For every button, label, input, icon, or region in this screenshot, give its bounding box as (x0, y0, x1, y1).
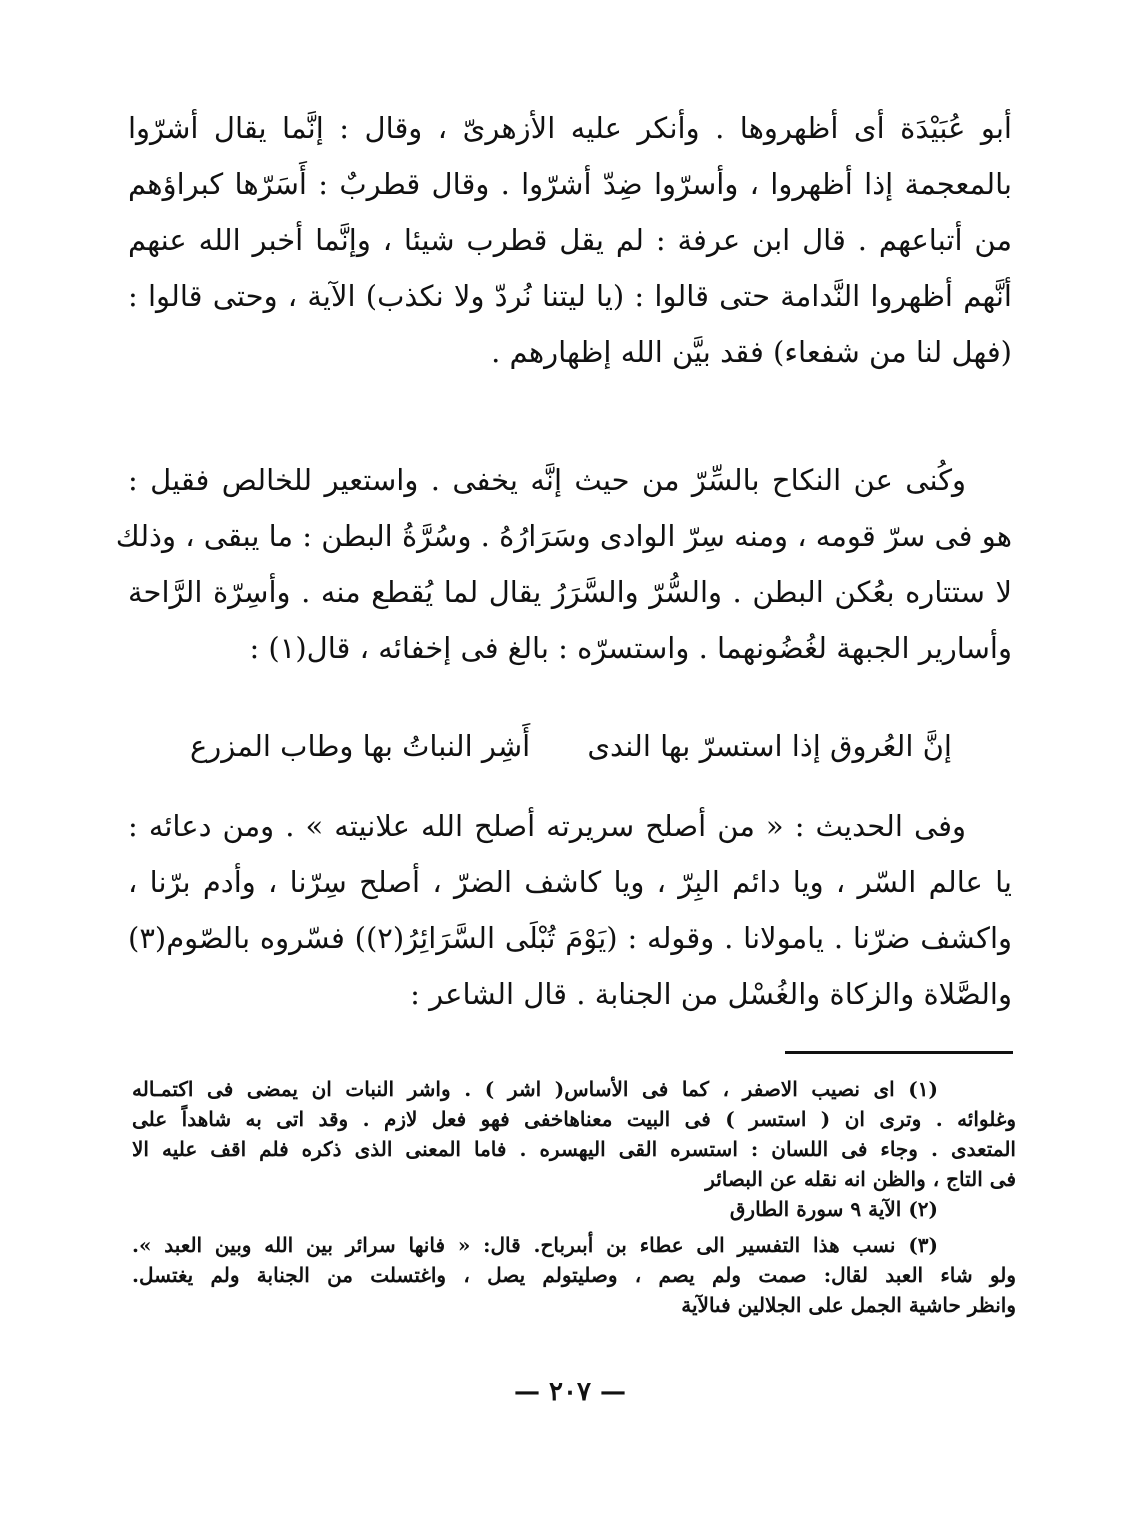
footnote-line: (٢) الآية ٩ سورة الطارق (729, 1197, 938, 1221)
footnote-line: وانظر حاشية الجمل على الجلالين فىالآية (681, 1293, 1016, 1317)
text-line: لا ستتاره بعُكن البطن . والسُّرّ والسَّرَرُ يقال لما يُقطع منه . وأسِرّة الرَّاحة (128, 575, 1012, 609)
footnotes (132, 1074, 1016, 1320)
text-line: (فهل لنا من شفعاء) فقد بيَّن الله إظهارهم . (491, 335, 1012, 369)
text-line: وفى الحديث : « من أصلح سريرته أصلح الله علانيته » . ومن دعائه : (128, 809, 966, 843)
footnote-line: ولو شاء العبد لقال: صمت ولم يصم ، وصليتولم يصل ، واغتسلت من الجنابة ولم يغتسل. (132, 1263, 1016, 1287)
footnote-line: (٣) نسب هذا التفسير الى عطاء بن أبىرباح. قال: « فانها سرائر بين الله وبين العبد ». (132, 1233, 938, 1257)
text-line: هو فى سرّ قومه ، ومنه سِرّ الوادى وسَرَارُهُ . وسُرَّةُ البطن : ما يبقى ، وذلك (115, 519, 1012, 553)
page-number: — ٢٠٧ — (513, 1377, 627, 1407)
text-line: أبو عُبَيْدَة أى أظهروها . وأنكر عليه الأزهرىّ ، وقال : إنَّما يقال أشرّوا (128, 111, 1012, 145)
footnote-line: (١) اى نصيب الاصفر ، كما فى الأساس( اشر ) . واشر النبات ان يمضى فى اكتمـاله (132, 1077, 938, 1101)
paragraph-3 (128, 798, 1012, 1022)
paragraph-1 (128, 100, 1012, 380)
paragraph-2 (115, 452, 1012, 676)
text-line: وأسارير الجبهة لغُضُونهما . واستسرّه : بالغ فى إخفائه ، قال(١) : (249, 631, 1012, 665)
verse-first-hemistich: إنَّ العُروق إذا استسرّ بها الندى (587, 729, 952, 763)
text-line: أنَّهم أظهروا النَّدامة حتى قالوا : (يا ليتنا نُردّ ولا نكذب) الآية ، وحتى قالوا : (128, 279, 1012, 313)
verse-second-hemistich: أَشِر النباتُ بها وطاب المزرع (190, 729, 531, 763)
footnote-line: المتعدى . وجاء فى اللسان : استسره القى اليهسره . فاما المعنى الذى ذكره فلم اقف عليه الا (132, 1137, 1016, 1161)
footnote-line: فى التاج ، والظن انه نقله عن البصائر (705, 1167, 1016, 1191)
text-line: واكشف ضرّنا . يامولانا . وقوله : (يَوْمَ تُبْلَى السَّرَائِرُ(٢)) فسّروه بالصّوم(٣) (128, 921, 1013, 955)
footnote-line: وغلوائه . وترى ان ( استسر ) فى البيت معناهاخفى فهو فعل لازم . وقد اتى به شاهداً على (132, 1107, 1016, 1131)
poetry-verse (190, 718, 952, 774)
footnote-separator (785, 1051, 1013, 1054)
text-line: وكُنى عن النكاح بالسِّرّ من حيث إنَّه يخفى . واستعير للخالص فقيل : (128, 463, 966, 497)
text-line: والصَّلاة والزكاة والغُسْل من الجنابة . قال الشاعر : (410, 977, 1012, 1011)
text-line: من أتباعهم . قال ابن عرفة : لم يقل قطرب شيئا ، وإنَّما أخبر الله عنهم (128, 223, 1012, 257)
text-line: بالمعجمة إذا أظهروا ، وأسرّوا ضِدّ أشرّوا . وقال قطربٌ : أَسَرّها كبراؤهم (128, 167, 1012, 201)
text-line: يا عالم السّر ، ويا دائم البِرّ ، ويا كاشف الضرّ ، أصلح سِرّنا ، وأدم برّنا ، (128, 865, 1012, 899)
